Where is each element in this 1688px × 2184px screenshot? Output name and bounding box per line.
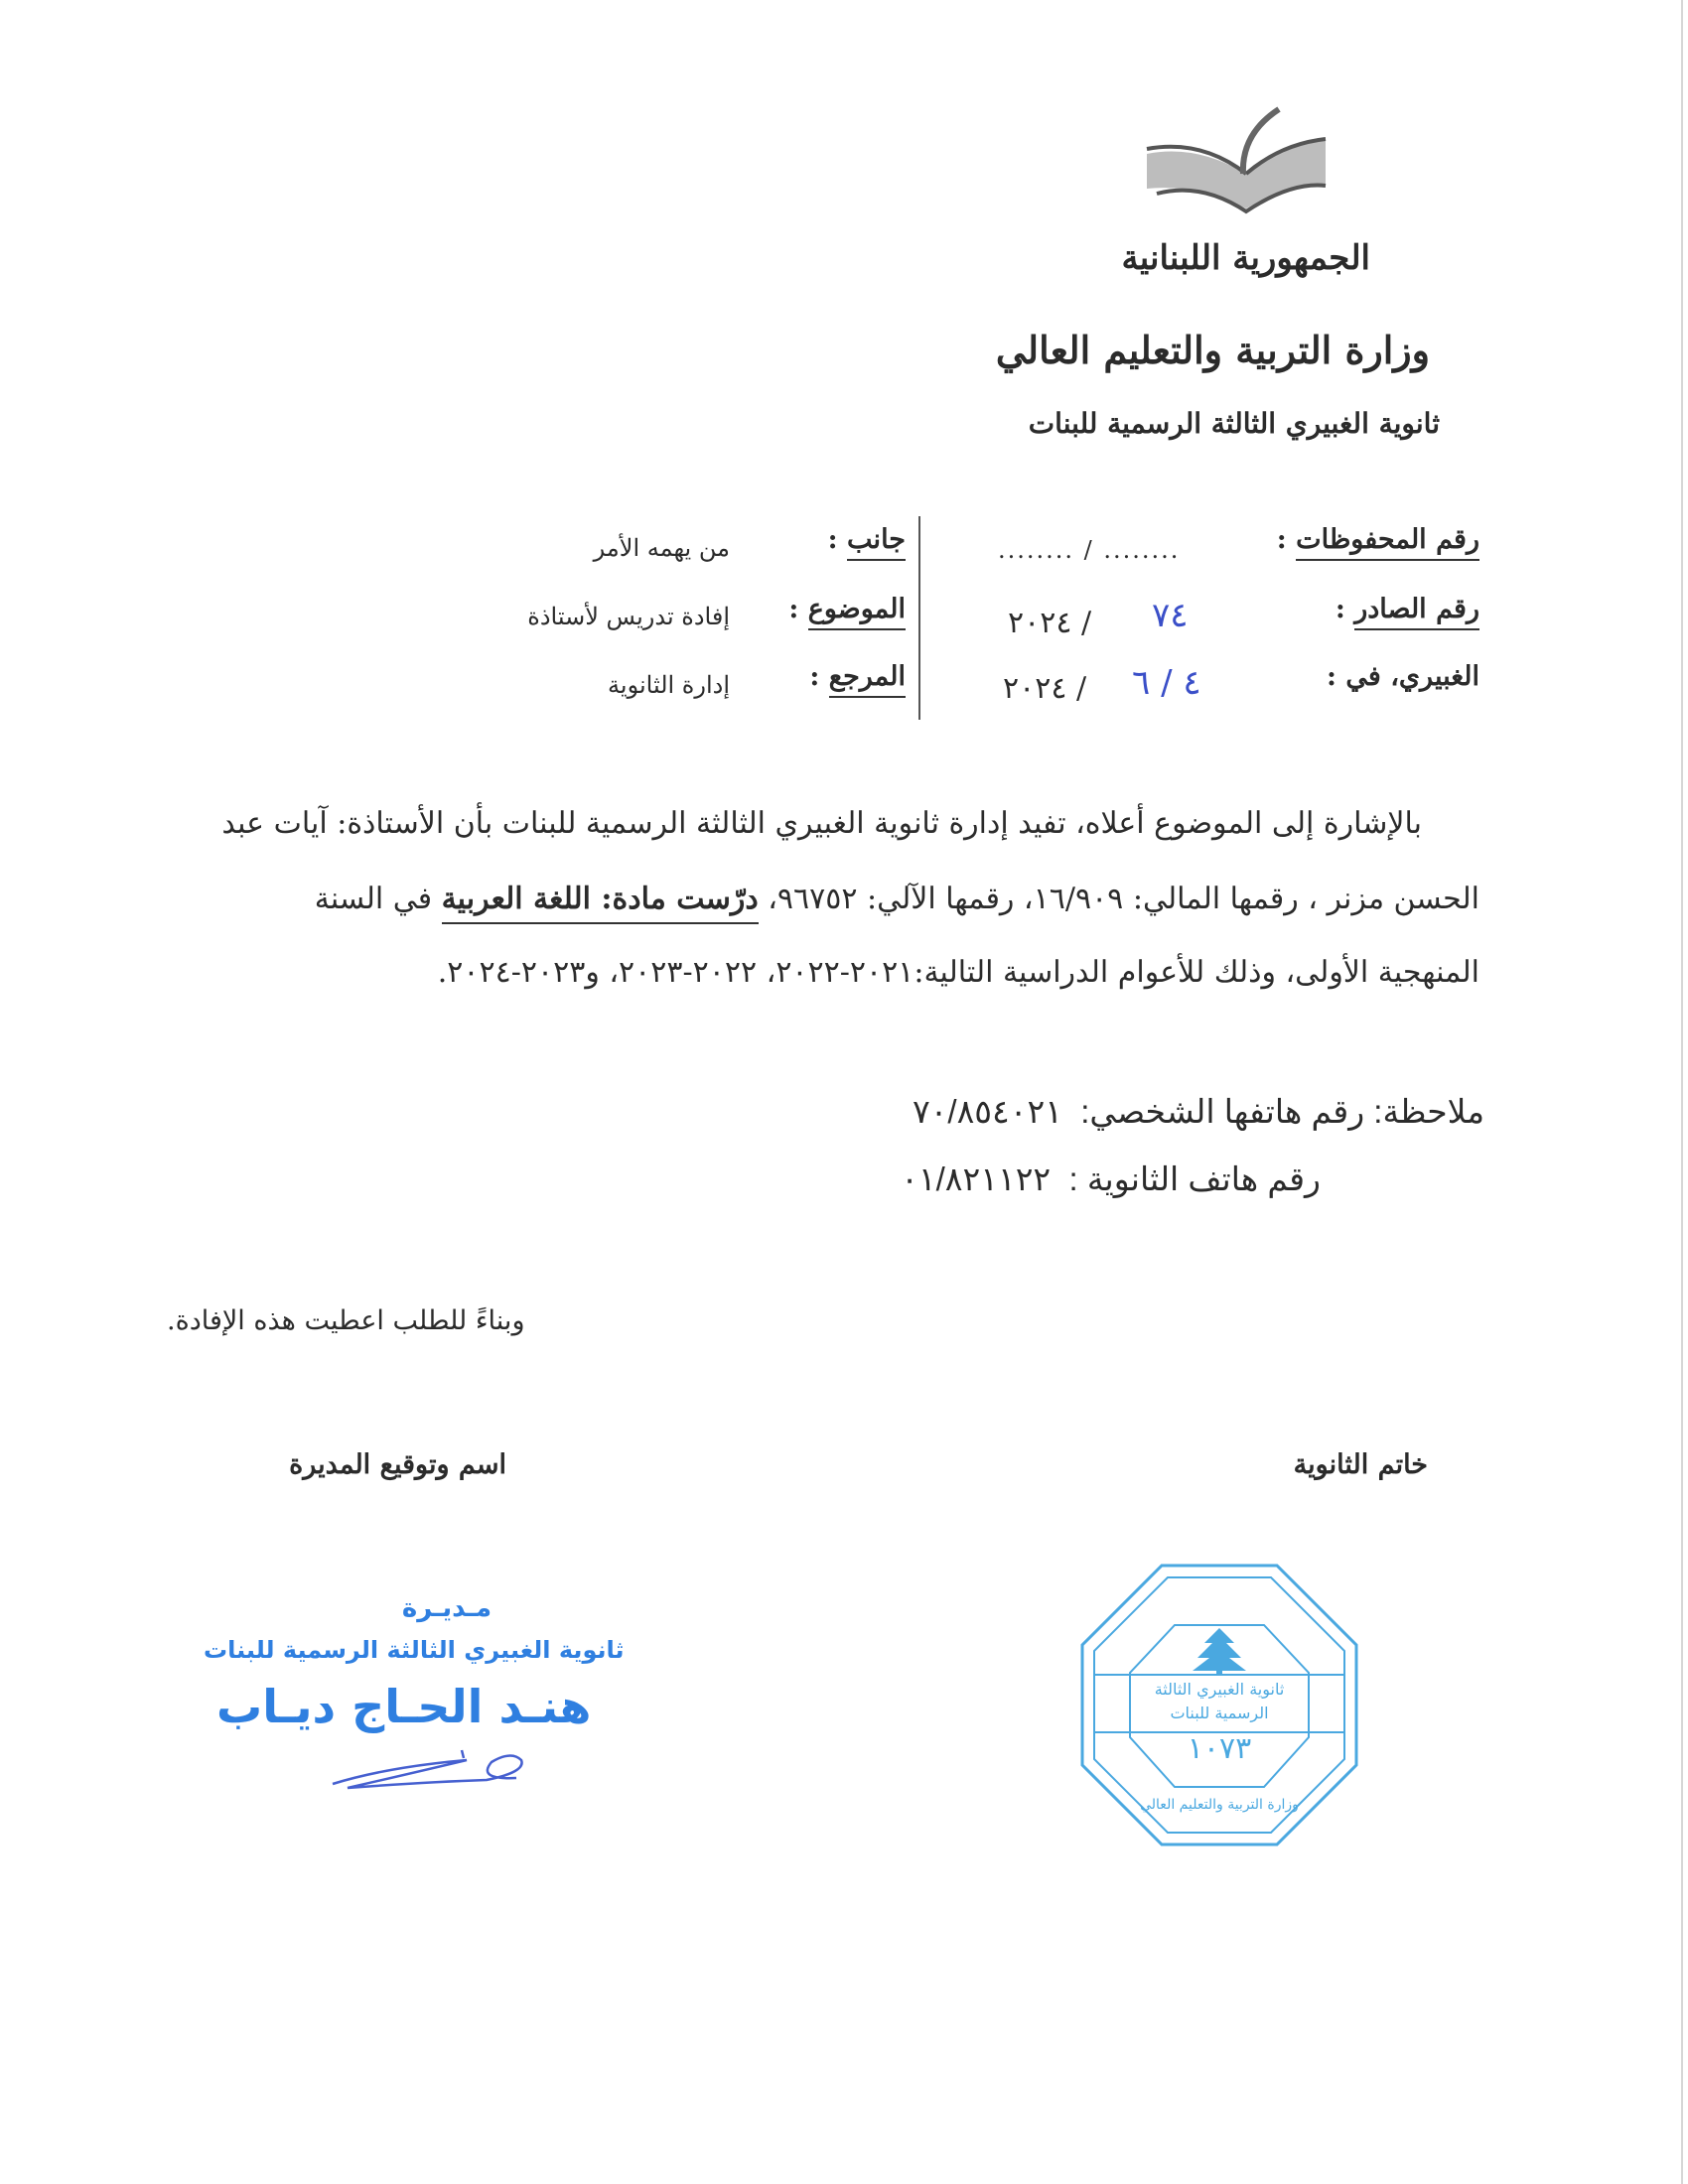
stamp-school: ثانوية الغبيري الثالثة الرسمية للبنات [204,1636,625,1664]
school-heading: ثانوية الغبيري الثالثة الرسمية للبنات [1028,407,1440,440]
ministry-logo-book-icon [1142,104,1331,218]
seal-label: خاتم الثانوية [1293,1449,1428,1480]
seal-number: ١٠٧٣ [1187,1731,1252,1766]
scan-edge-line [1681,0,1683,2184]
date-year: ٢٠٢٤ / [1003,671,1087,706]
body-line-1: بالإشارة إلى الموضوع أعلاه، تفيد إدارة ثانوية الغبيري الثالثة الرسمية للبنات بأن الأستاذة: آيات عبد [221,806,1422,841]
seal-school-line-1: ثانوية الغبيري الثالثة [1154,1680,1285,1699]
header-column-divider [918,516,920,720]
ministry-heading: وزارة التربية والتعليم العالي [995,328,1430,372]
stamp-title: مـديـرة [401,1593,492,1623]
reference-label: المرجع : [809,661,906,692]
body-line-3: المنهجية الأولى، وذلك للأعوام الدراسية التالية:٢٠٢١-٢٠٢٢، ٢٠٢٢-٢٠٢٣، و٢٠٢٣-٢٠٢٤. [437,955,1479,990]
date-label: الغبيري، في : [1327,661,1479,692]
country-heading: الجمهورية اللبنانية [1121,238,1370,278]
outgoing-number-handwritten: ٧٤ [1152,596,1189,635]
seal-school-line-2: الرسمية للبنات [1170,1704,1269,1722]
archive-number-value: ........ / ........ [998,536,1181,564]
seal-ring-text: وزارة التربية والتعليم العالي [1140,1797,1299,1813]
outgoing-number-year: ٢٠٢٤ / [1008,606,1092,640]
cedar-tree-icon [1193,1628,1246,1675]
personal-phone-number: ٧٠/٨٥٤٠٢١ [912,1093,1062,1130]
school-phone-note: رقم هاتف الثانوية : ٠١/٨٢١١٢٢ [901,1160,1321,1197]
closing-statement: وبناءً للطلب اعطيت هذه الإفادة. [167,1305,525,1336]
stamp-director-name: هنـد الحـاج ديـاب [216,1680,592,1733]
archive-number-label: رقم المحفوظات : [1277,524,1479,555]
recipient-label: جانب : [828,524,906,555]
outgoing-number-label: رقم الصادر : [1336,594,1479,624]
director-signature-scribble [328,1742,536,1792]
subject-taught: درّست مادة: اللغة العربية [442,882,759,924]
subject-value: إفادة تدريس لأستاذة [527,603,730,630]
personal-phone-note: ملاحظة: رقم هاتفها الشخصي: ٧٠/٨٥٤٠٢١ [912,1093,1484,1130]
subject-label: الموضوع : [788,594,906,624]
reference-value: إدارة الثانوية [608,671,730,699]
school-phone-number: ٠١/٨٢١١٢٢ [901,1160,1052,1197]
date-handwritten: ٤ / ٦ [1132,663,1201,703]
recipient-value: من يهمه الأمر [593,534,730,562]
body-line-2: الحسن مزنر ، رقمها المالي: ١٦/٩٠٩، رقمها الآلي: ٩٦٧٥٢، درّست مادة: اللغة العربية في السنة [315,882,1479,916]
director-signature-label: اسم وتوقيع المديرة [289,1449,506,1480]
